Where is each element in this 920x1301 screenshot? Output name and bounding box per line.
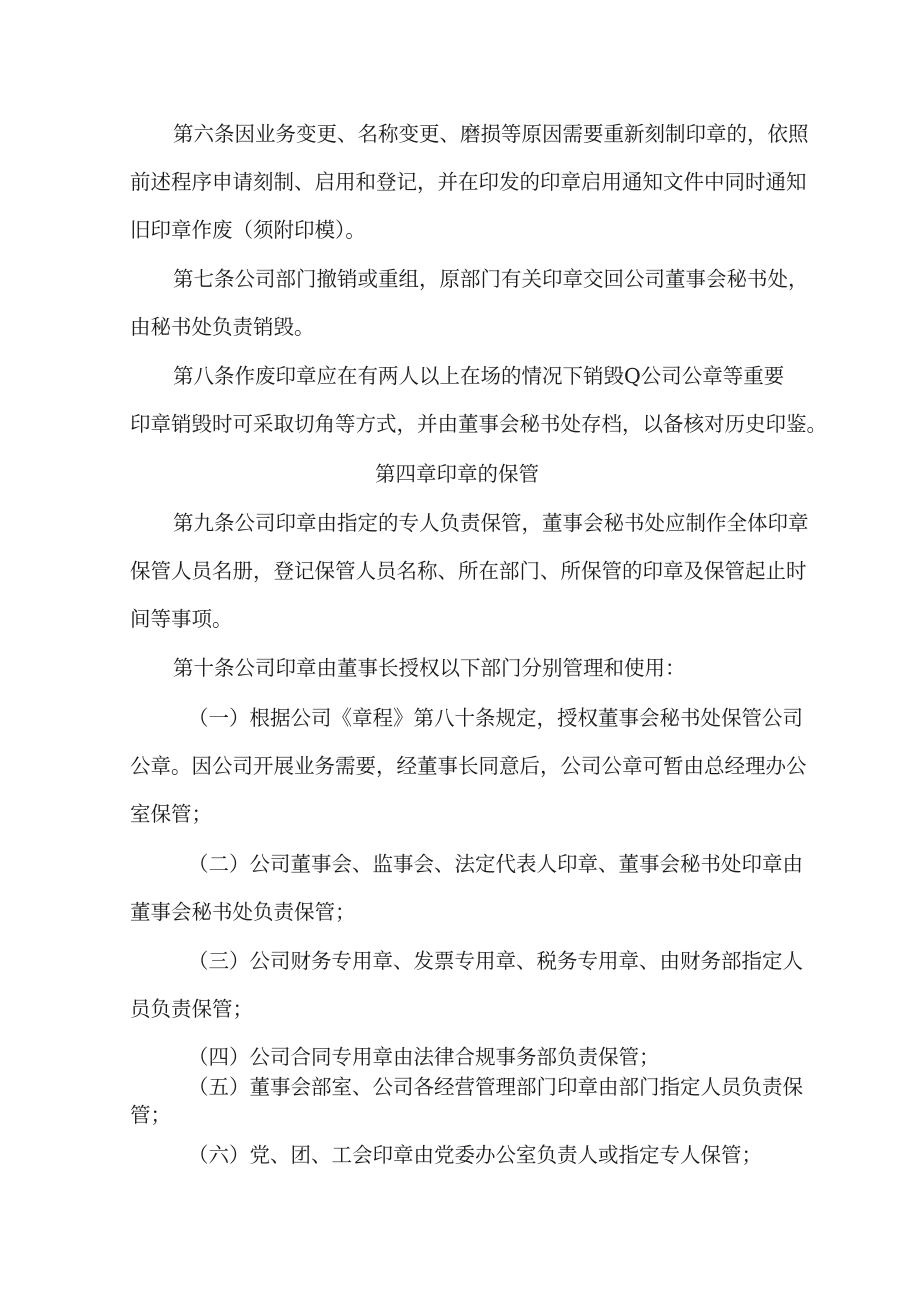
item-1-line-1: （一）根据公司《章程》第八十条规定，授权董事会秘书处保管公司 (188, 706, 803, 730)
article-9-line-3: 间等事项。 (130, 607, 233, 631)
item-3-line-2: 员负责保管； (130, 997, 253, 1021)
article-6-line-3: 旧印章作废（须附印模）。 (130, 218, 366, 242)
item-6-line-1: （六）党、团、工会印章由党委办公室负责人或指定专人保管； (188, 1143, 762, 1167)
article-9-line-1: 第九条公司印章由指定的专人负责保管，董事会秘书处应制作全体印章 (173, 511, 809, 535)
article-6-line-1: 第六条因业务变更、名称变更、磨损等原因需要重新刻制印章的，依照 (173, 122, 809, 146)
article-7-line-2: 由秘书处负责销毁。 (130, 315, 315, 339)
item-3-line-1: （三）公司财务专用章、发票专用章、税务专用章、由财务部指定人 (188, 949, 803, 973)
article-7-line-1: 第七条公司部门撤销或重组，原部门有关印章交回公司董事会秘书处， (173, 267, 809, 291)
article-9-line-2: 保管人员名册，登记保管人员名称、所在部门、所保管的印章及保管起止时 (130, 559, 807, 583)
item-1-line-2: 公章。因公司开展业务需要，经董事长同意后，公司公章可暂由总经理办公 (130, 754, 807, 778)
item-5-line-2: 管； (130, 1103, 171, 1127)
article-8-line-1: 第八条作废印章应在有两人以上在场的情况下销毁Q公司公章等重要 (173, 364, 785, 388)
item-4-line-1: （四）公司合同专用章由法律合规事务部负责保管； (188, 1045, 660, 1069)
article-10-line-1: 第十条公司印章由董事长授权以下部门分别管理和使用： (173, 656, 686, 680)
item-2-line-1: （二）公司董事会、监事会、法定代表人印章、董事会秘书处印章由 (188, 852, 803, 876)
chapter-4-title: 第四章印章的保管 (375, 462, 539, 486)
article-6-line-2: 前述程序申请刻制、启用和登记，并在印发的印章启用通知文件中同时通知 (130, 170, 807, 194)
item-2-line-2: 董事会秘书处负责保管； (130, 900, 356, 924)
item-5-line-1: （五）董事会部室、公司各经营管理部门印章由部门指定人员负责保 (188, 1075, 803, 1099)
article-8-line-2: 印章销毁时可采取切角等方式，并由董事会秘书处存档，以备核对历史印鉴。 (130, 412, 827, 436)
item-1-line-3: 室保管； (130, 802, 212, 826)
